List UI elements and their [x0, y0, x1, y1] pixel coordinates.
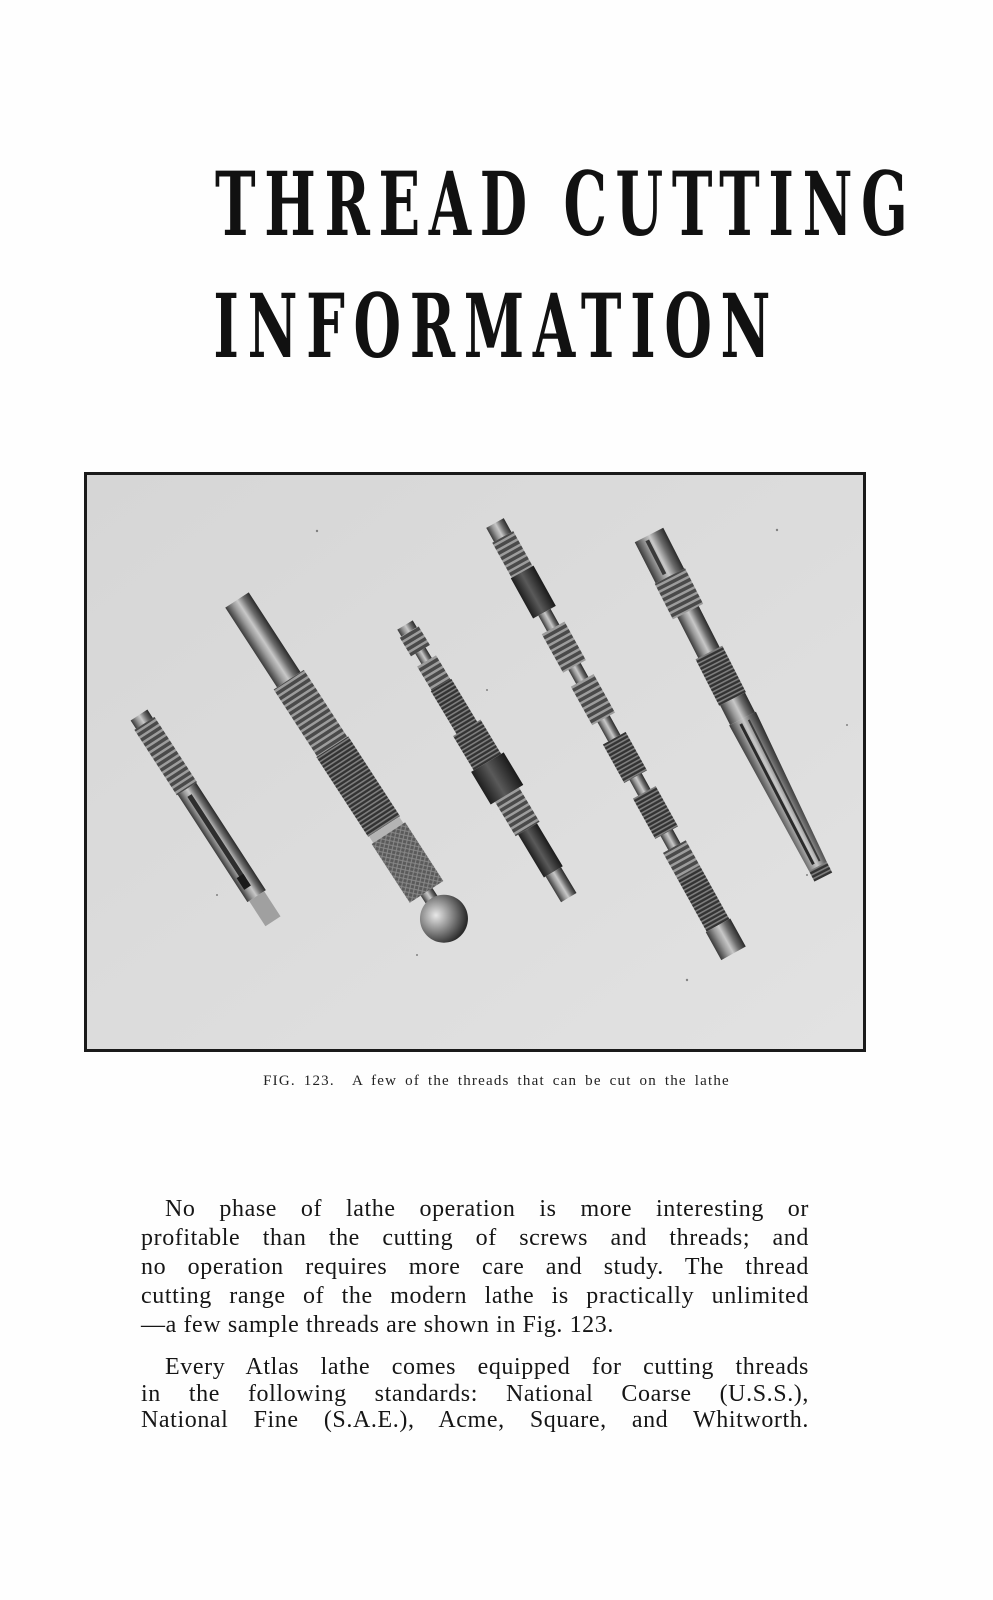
figure-photo-threaded-shafts: [84, 472, 866, 1052]
text-line: cutting range of the modern lathe is practically unlimited: [141, 1283, 809, 1309]
paragraph-standards: [141, 1354, 809, 1434]
text-line: National Fine (S.A.E.), Acme, Square, and Whitworth.: [141, 1407, 809, 1433]
paragraph-intro: [141, 1195, 809, 1340]
text-line: in the following standards: National Coarse (U.S.S.),: [141, 1380, 809, 1407]
text-line: no operation requires more care and study. The thread: [141, 1254, 809, 1280]
figure-number: FIG. 123.: [263, 1073, 335, 1089]
figure-caption: [0, 1073, 993, 1090]
title-text: INFORMATION: [213, 274, 780, 378]
title-text: THREAD CUTTING: [214, 152, 917, 256]
text-line: No phase of lathe operation is more interesting or: [165, 1196, 809, 1222]
text-line: profitable than the cutting of screws and threads; and: [141, 1225, 809, 1251]
text-line: Every Atlas lathe comes equipped for cutting threads: [165, 1354, 809, 1380]
page-title-line-2: [0, 274, 993, 378]
text-line: —a few sample threads are shown in Fig. 123.: [141, 1312, 614, 1338]
figure-caption-text: A few of the threads that can be cut on the lathe: [351, 1073, 730, 1089]
page-title-line-1: [0, 152, 993, 256]
threaded-shafts-illustration: [87, 475, 863, 1049]
